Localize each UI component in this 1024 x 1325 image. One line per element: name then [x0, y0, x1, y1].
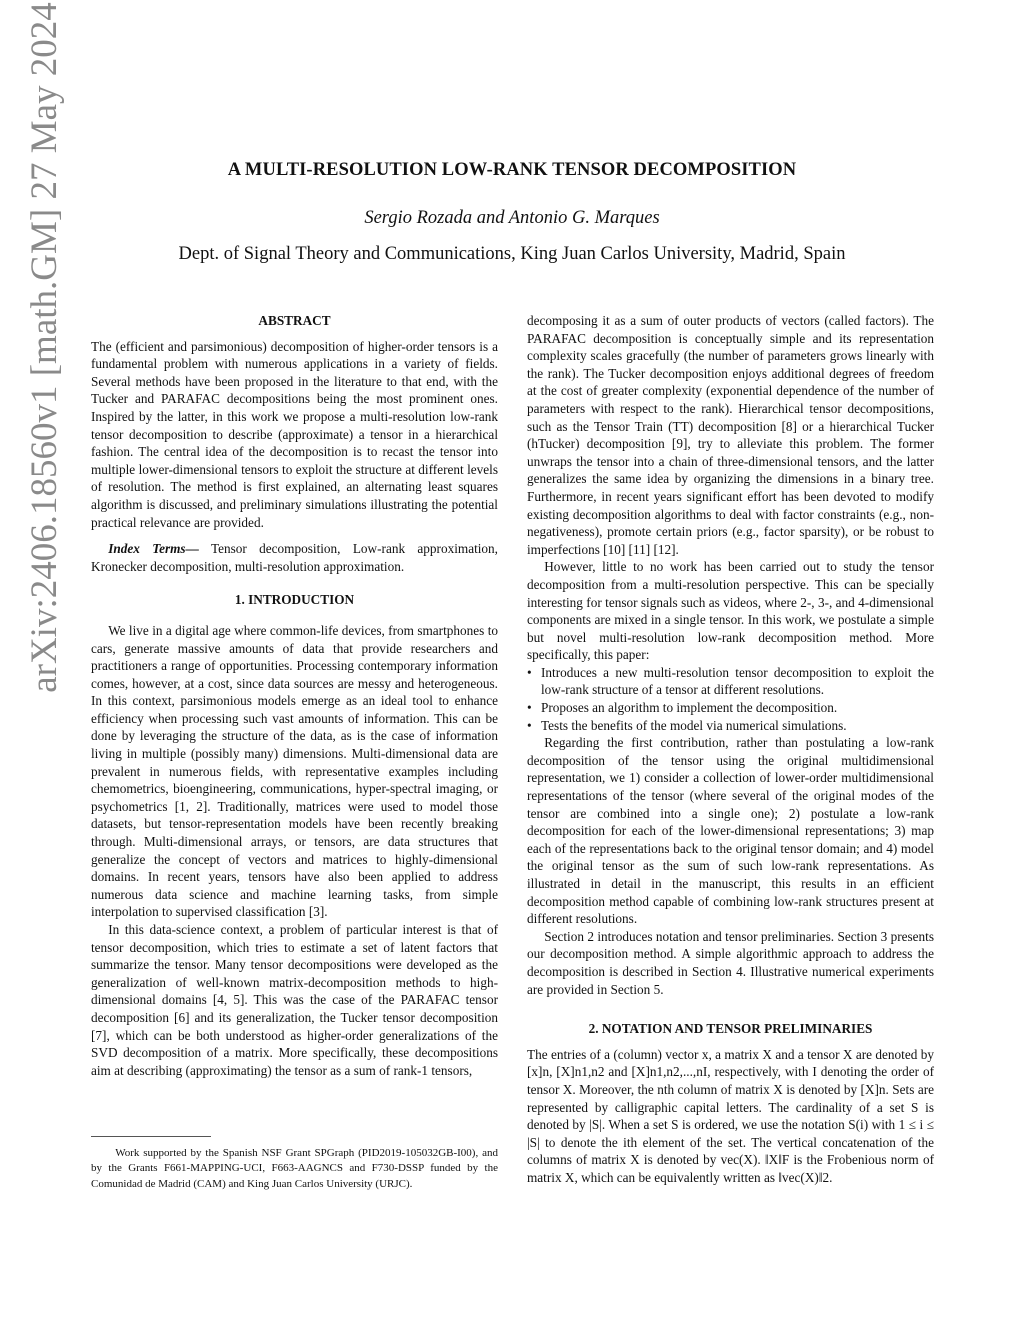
intro-paragraph-3: decomposing it as a sum of outer products of vectors (called factors). The PARAFAC decomposition is conceptually simple and its representation complexity scales gracefully (the number of parameters grows linearly with the rank). The Tucker decomposition enjoys additional degrees of freedom at the cost of greater complexity (exponential dependence of the number of parameters with respect to the rank). Hierarchical tensor decompositions, such as the Tensor Train (TT) decomposition [8] or a hierarchical Tucker (hTucker) decomposition [9], try to alleviate this problem. The former unwraps the tensor into a chain of three-dimensional tensors, and the latter generalizes the same idea by organizing the dimensions in a binary tree. Furthermore, in recent years significant effort has been devoted to modify existing decomposition algorithms to deal with factor constraints (e.g., non-negativeness), promote certain priors (e.g., factor sparsity), or be robust to imperfections [10] [11] [12]. — [527, 313, 934, 557]
notation-paragraph: The entries of a (column) vector x, a matrix X and a tensor X are denoted by [x]n, [X]n1,n2 and [X]n1,n2,...,nI, respectively, with I denoting the order of tensor X. Moreover, the nth column of matrix X is denoted by [X]n. Sets are represented by calligraphic capital letters. The cardinality of a set S is denoted by |S|. When a set S is ordered, we use the notation S(i) with 1 ≤ i ≤ |S| to denote the ith element of the set. The vertical concatenation of the columns of matrix X is denoted by vec(X). ‖X‖F is the Frobenious norm of matrix X, which can be equivalently written as ‖vec(X)‖2. — [527, 1046, 934, 1185]
index-terms — [91, 540, 498, 575]
list-item: • Introduces a new multi-resolution tensor decomposition to exploit the low-rank structure of a tensor at different resolutions. — [527, 664, 934, 699]
contribution-list — [527, 664, 934, 734]
list-item: • Proposes an algorithm to implement the decomposition. — [527, 699, 934, 717]
right-column — [527, 312, 934, 1187]
index-terms-text: Tensor decomposition, Low-rank approximation, Kronecker decomposition, multi-resolution approximation. — [91, 541, 498, 574]
abstract-text: The (efficient and parsimonious) decomposition of higher-order tensors is a fundamental problem with numerous applications in a variety of fields. Several methods have been proposed in the literature to that end, with the Tucker and PARAFAC decompositions being the most prominent ones. Inspired by the latter, in this work we propose a multi-resolution low-rank tensor decomposition to describe (approximate) a tensor in a hierarchical fashion. The central idea of the decomposition is to recast the tensor into multiple lower-dimensional tensors to exploit the structure at different levels of resolution. The method is first explained, an alternating least squares algorithm is discussed, and preliminary simulations illustrating the potential practical relevance are provided. — [91, 338, 498, 530]
footnote-divider — [91, 1136, 211, 1137]
left-column — [91, 312, 498, 1079]
index-terms-label: Index Terms— — [108, 541, 199, 557]
section-1-heading: 1. INTRODUCTION — [234, 592, 355, 608]
intro-paragraph-6: Section 2 introduces notation and tensor preliminaries. Section 3 presents our decomposition method. A simple algorithmic approach to address the decomposition is described in Section 4. Illustrative numerical experiments are provided in Section 5. — [527, 928, 934, 997]
paper-authors: Sergio Rozada and Antonio G. Marques — [364, 208, 660, 228]
footnote — [91, 1146, 498, 1192]
list-item: • Tests the benefits of the model via numerical simulations. — [527, 717, 934, 735]
arxiv-side-label: arXiv:2406.18560v1 [math.GM] 27 May 2024 — [24, 2, 65, 693]
section-2-heading: 2. NOTATION AND TENSOR PRELIMINARIES — [588, 1021, 873, 1037]
intro-paragraph-4: However, little to no work has been carried out to study the tensor decomposition from a multi-resolution perspective. This can be specially interesting for tensor signals such as videos, where 2-, 3-, and 4-dimensional components are mixed in a single tensor. In this work, we postulate a simple but novel multi-resolution low-rank decomposition method. More specifically, this paper: — [527, 559, 934, 663]
funding-footnote: Work supported by the Spanish NSF Grant SPGraph (PID2019-105032GB-I00), and by the Grants F661-MAPPING-UCI, F663-AAGNCS and F730-DSSP funded by the Comunidad de Madrid (CAM) and King Juan Carlos University (URJC). — [91, 1147, 498, 1190]
abstract-heading: ABSTRACT — [258, 313, 331, 328]
paper-affiliation: Dept. of Signal Theory and Communications, King Juan Carlos University, Madrid, Spain — [178, 244, 846, 264]
intro-paragraph-1: We live in a digital age where common-life devices, from smartphones to cars, generate massive amounts of data that provide researchers and practitioners a range of opportunities. Processing contemporary information comes, however, at a cost, since data sources are messy and heterogeneous. In this context, parsimonious models emerge as an ideal tool to enhance efficiency when processing such vast amounts of information. This can be done by leveraging the structure of the data, as is the case of information living in multiple (possibly many) dimensions. Multi-dimensional data are prevalent in numerous fields, with representative examples including chemometrics, bioengineering, communications, hyper-spectral imaging, or psychometrics [1, 2]. Traditionally, matrices were used to model those datasets, but tensor-representation models have been recently breaking through. Multi-dimensional arrays, or tensors, are data structures that generalize the concept of vectors and matrices to highly-dimensional domains. In recent years, tensors have also been applied to address numerous data science and machine learning tasks, from simple interpolation to supervised classification [3]. — [91, 622, 498, 920]
intro-paragraph-5: Regarding the first contribution, rather than postulating a low-rank decomposition of the tensor using the original multidimensional representation, we 1) consider a collection of lower-order multidimensional representations of the tensor (where several of the original modes of the tensor are combined into a single one); 2) postulate a low-rank decomposition for each of the lower-dimensional representations; 3) map each of the representations back to the original tensor domain; and 4) model the original tensor as the sum of such low-rank representations. As illustrated in detail in the manuscript, this results in an efficient decomposition method capable of combining low-rank structures present at different resolutions. — [527, 735, 934, 927]
intro-paragraph-2: In this data-science context, a problem of particular interest is that of tensor decomposition, which tries to estimate a set of latent factors that summarize the tensor. Many tensor decompositions were developed as the generalization of well-known matrix-decomposition methods to high-dimensional domains [4, 5]. This was the case of the PARAFAC tensor decomposition [6] and its generalization, the Tucker tensor decomposition [7], which can be both understood as higher-order generalizations of the SVD decomposition of a matrix. More specifically, these decompositions aim at describing (approximating) the tensor as a sum of rank-1 tensors, — [91, 922, 498, 1078]
paper-title: A MULTI-RESOLUTION LOW-RANK TENSOR DECOMPOSITION — [227, 160, 797, 180]
